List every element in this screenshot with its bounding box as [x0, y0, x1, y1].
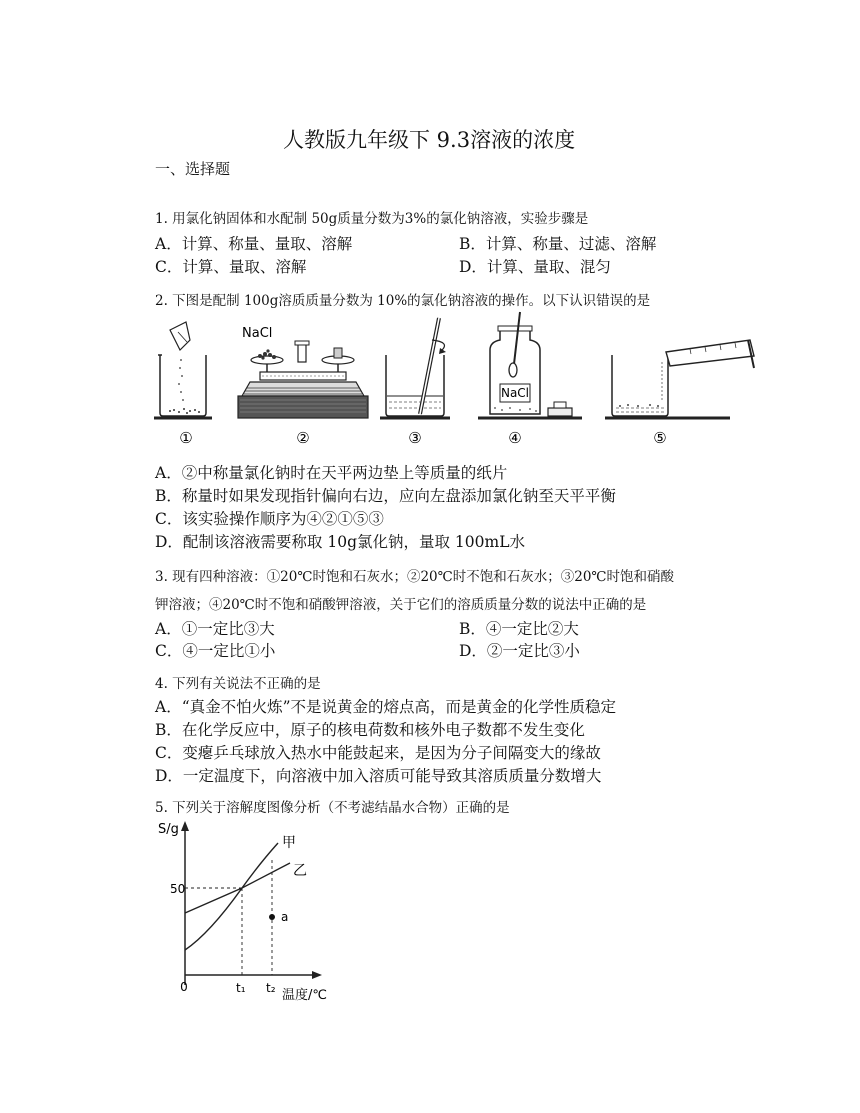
y-axis-label: S/g [158, 822, 179, 837]
x-axis-arrow-icon [312, 971, 322, 979]
q2-experiment-figure [150, 310, 750, 450]
x-axis-label: 温度/℃ [282, 988, 327, 1003]
curve-label-yi: 乙 [293, 863, 307, 879]
q2-option-d: D．配制该溶液需要称取 10g氯化钠，量取 100mL水 [155, 533, 526, 551]
curve-yi [185, 863, 290, 913]
y-tick-50: 50 [170, 882, 186, 896]
q1-option-a: A．计算、称量、量取、溶解 [155, 235, 353, 253]
q3-option-a: A．①一定比③大 [155, 620, 275, 638]
balance-nacl-label: NaCl [242, 326, 273, 341]
q1-option-c: C．计算、量取、溶解 [155, 258, 307, 276]
page-title: 人教版九年级下 9.3溶液的浓度 [283, 128, 576, 152]
q4-option-a: A．“真金不怕火炼”不是说黄金的熔点高，而是黄金的化学性质稳定 [155, 698, 617, 716]
x-tick-t1: t₁ [236, 981, 246, 995]
q3-option-c: C．④一定比①小 [155, 642, 276, 660]
curve-label-jia: 甲 [282, 835, 296, 851]
q4-option-d: D．一定温度下，向溶液中加入溶质可能导致其溶质质量分数增大 [155, 767, 602, 785]
point-a-label: a [281, 910, 289, 924]
section-heading: 一、选择题 [155, 160, 231, 178]
q5-stem: 5. 下列关于溶解度图像分析（不考滤结晶水合物）正确的是 [155, 800, 510, 816]
q4-option-c: C．变瘪乒乓球放入热水中能鼓起来，是因为分子间隔变大的缘故 [155, 744, 601, 762]
q3-stem-line2: 钾溶液；④20℃时不饱和硝酸钾溶液，关于它们的溶质质量分数的说法中正确的是 [155, 597, 647, 613]
q1-option-d: D．计算、量取、混匀 [459, 258, 611, 276]
q1-option-b: B．计算、称量、过滤、溶解 [459, 235, 657, 253]
q2-option-c: C．该实验操作顺序为④②①⑤③ [155, 510, 384, 528]
q5-solubility-graph [150, 815, 350, 1005]
q3-stem-line1: 3. 现有四种溶液：①20℃时饱和石灰水；②20℃时不饱和石灰水；③20℃时饱和硝酸 [155, 569, 675, 585]
q2-option-a: A．②中称量氯化钠时在天平两边垫上等质量的纸片 [155, 464, 508, 482]
step-label-1: ① [179, 429, 193, 447]
step2-weighing-illustration [238, 326, 368, 418]
step-label-5: ⑤ [653, 429, 667, 447]
q3-option-d: D．②一定比③小 [459, 642, 580, 660]
q3-option-b: B．④一定比②大 [459, 620, 579, 638]
origin-label: 0 [180, 980, 188, 994]
q2-option-b: B．称量时如果发现指针偏向右边，应向左盘添加氯化钠至天平平衡 [155, 487, 616, 505]
q4-stem: 4. 下列有关说法不正确的是 [155, 676, 321, 692]
step-label-3: ③ [408, 429, 422, 447]
bottle-nacl-label: NaCl [500, 386, 530, 400]
step3-stirring-illustration [380, 318, 450, 418]
step1-dissolve-illustration [154, 322, 212, 418]
step4-reagent-bottle-illustration [478, 312, 582, 418]
point-a [269, 914, 275, 920]
x-tick-t2: t₂ [266, 981, 276, 995]
step-label-4: ④ [508, 429, 522, 447]
q4-option-b: B．在化学反应中，原子的核电荷数和核外电子数都不发生变化 [155, 721, 585, 739]
step5-pouring-illustration [605, 340, 754, 418]
y-axis-arrow-icon [181, 821, 189, 831]
curve-jia [185, 843, 278, 950]
step-label-2: ② [296, 429, 310, 447]
q1-stem: 1. 用氯化钠固体和水配制 50g质量分数为3%的氯化钠溶液，实验步骤是 [155, 211, 589, 227]
q2-stem: 2. 下图是配制 100g溶质质量分数为 10%的氯化钠溶液的操作。以下认识错误的是 [155, 293, 651, 309]
